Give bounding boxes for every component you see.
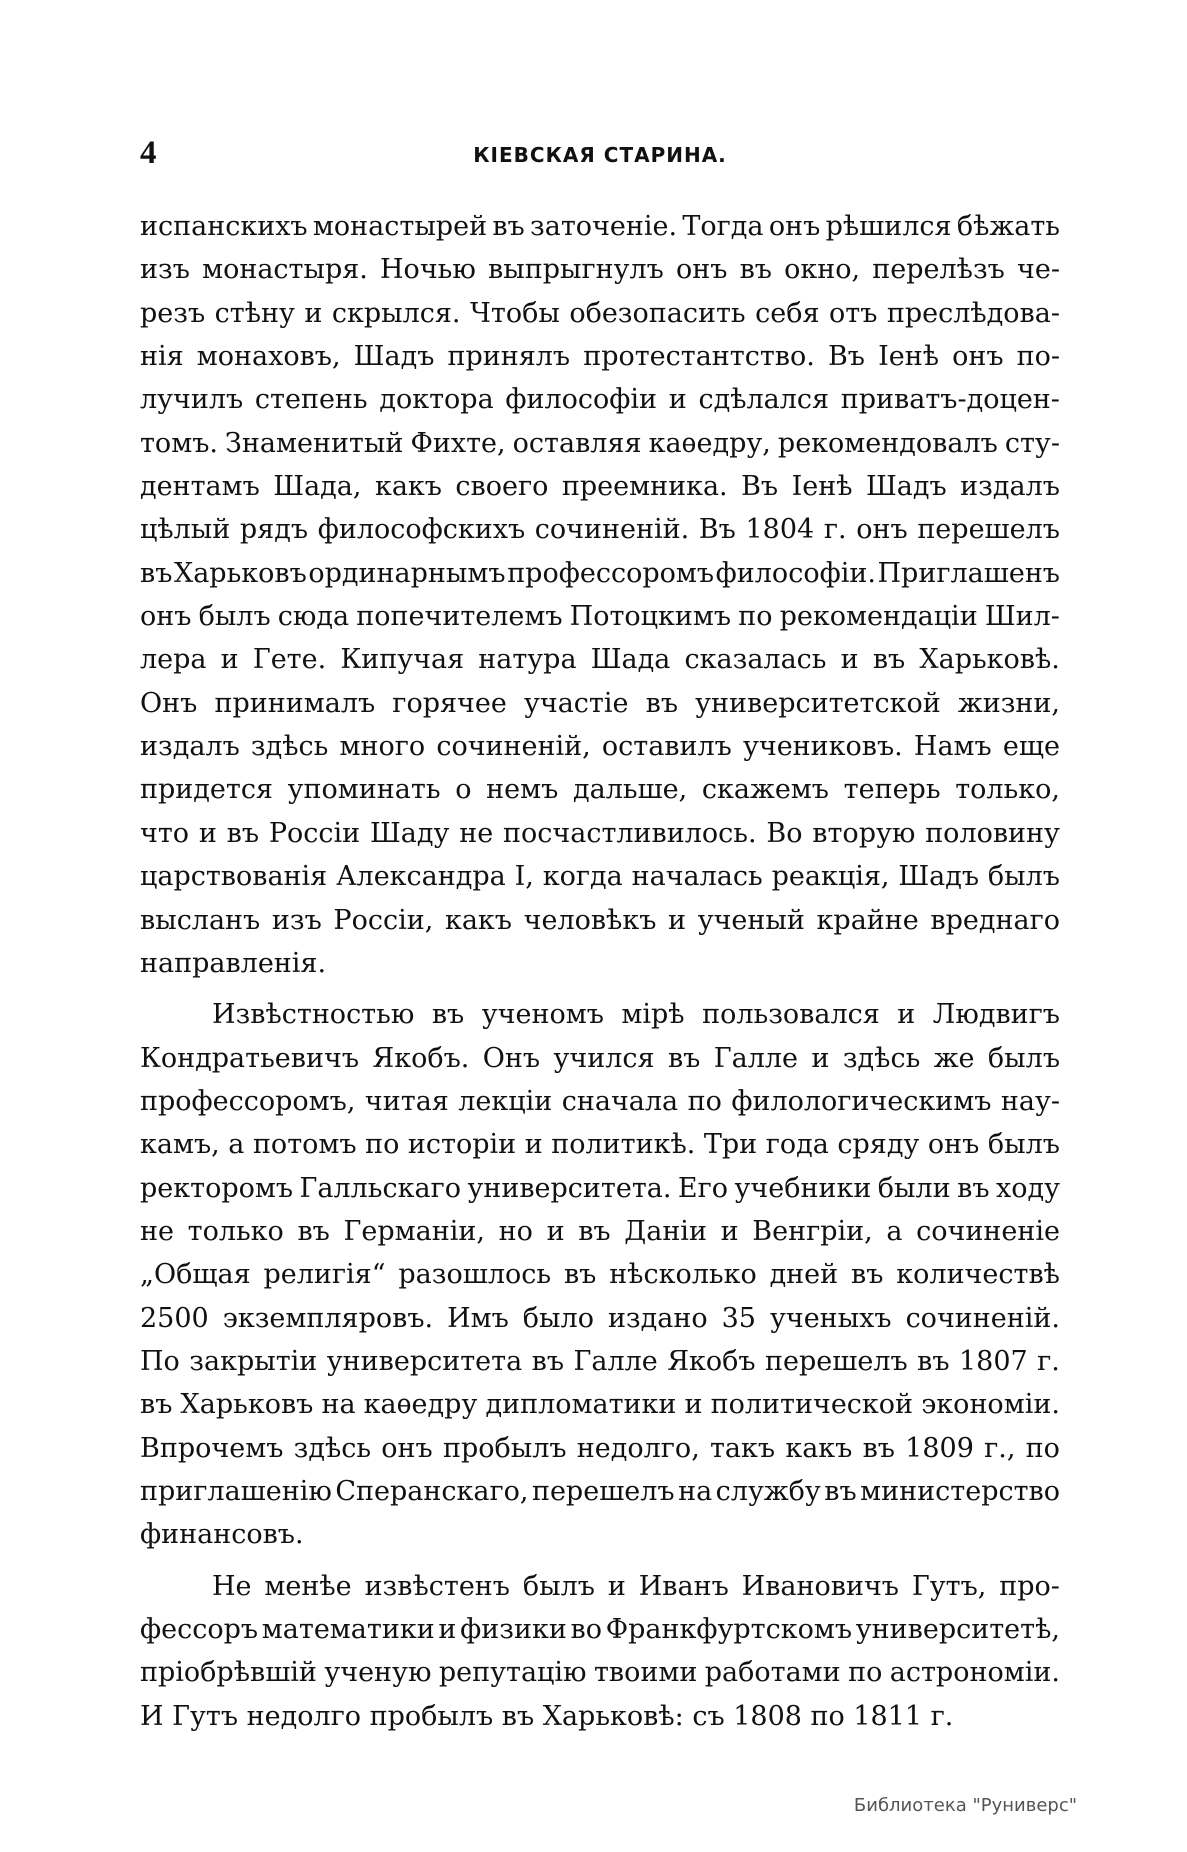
page-number: 4	[140, 135, 157, 171]
library-watermark: Библиотека "Руниверс"	[853, 1795, 1077, 1816]
text-line: резъ стѣну и скрылся. Чтобы обезопасить себя отъ преслѣдова-	[140, 297, 1060, 329]
text-line: приглашенію Сперанскаго, перешелъ на службу въ министерство	[140, 1475, 1060, 1507]
text-line: финансовъ.	[140, 1519, 304, 1551]
text-line: изъ монастыря. Ночью выпрыгнулъ онъ въ окно, перелѣзъ че-	[140, 254, 1060, 286]
text-line: лучилъ степень доктора философіи и сдѣлался приватъ-доцен-	[140, 384, 1060, 416]
text-line: издалъ здѣсь много сочиненій, оставилъ учениковъ. Намъ еще	[140, 731, 1060, 763]
text-line: направленія.	[140, 947, 327, 979]
text-line: Впрочемъ здѣсь онъ пробылъ недолго, такъ какъ въ 1809 г., по	[140, 1432, 1060, 1464]
text-line: Онъ принималъ горячее участіе въ университетской жизни,	[140, 687, 1060, 719]
body-text	[140, 205, 1060, 1738]
text-line: высланъ изъ Россіи, какъ человѣкъ и ученый крайне вреднаго	[140, 904, 1060, 936]
text-line: въ Харьковъ ординарнымъ профессоромъ философіи. Приглашенъ	[140, 557, 1060, 589]
text-line: Извѣстностью въ ученомъ мірѣ пользовался и Людвигъ	[212, 999, 1060, 1031]
text-line: ректоромъ Галльскаго университета. Его учебники были въ ходу	[140, 1172, 1060, 1204]
text-line: нія монаховъ, Шадъ принялъ протестантство. Въ Іенѣ онъ по-	[140, 341, 1060, 373]
text-line: томъ. Знаменитый Фихте, оставляя каѳедру, рекомендовалъ сту-	[140, 427, 1060, 459]
text-line: въ Харьковъ на каѳедру дипломатики и политической экономіи.	[140, 1389, 1060, 1421]
text-line: цѣлый рядъ философскихъ сочиненій. Въ 1804 г. онъ перешелъ	[140, 514, 1060, 546]
text-line: фессоръ математики и физики во Франкфуртскомъ университетѣ,	[140, 1614, 1060, 1645]
text-line: „Общая религія“ разошлось въ нѣсколько дней въ количествѣ	[140, 1259, 1060, 1291]
text-line: не только въ Германіи, но и въ Даніи и Венгріи, а сочиненіе	[140, 1215, 1060, 1247]
text-line: Не менѣе извѣстенъ былъ и Иванъ Ивановичъ Гутъ, про-	[212, 1570, 1060, 1602]
text-line: 2500 экземпляровъ. Имъ было издано 35 ученыхъ сочиненій.	[140, 1302, 1060, 1334]
text-line: испанскихъ монастырей въ заточеніе. Тогда онъ рѣшился бѣжать	[140, 211, 1060, 242]
running-head: КІЕВСКАЯ СТАРИНА.	[473, 143, 727, 167]
text-line: Кондратьевичъ Якобъ. Онъ учился въ Галле и здѣсь же былъ	[140, 1042, 1060, 1074]
text-line: что и въ Россіи Шаду не посчастливилось. Во вторую половину	[140, 817, 1060, 849]
text-line: пріобрѣвшій ученую репутацію твоими работами по астрономіи.	[140, 1657, 1060, 1689]
text-line: камъ, а потомъ по исторіи и политикѣ. Три года сряду онъ былъ	[140, 1129, 1060, 1161]
text-line: придется упоминать о немъ дальше, скажемъ теперь только,	[140, 774, 1060, 806]
text-line: онъ былъ сюда попечителемъ Потоцкимъ по рекомендаціи Шил-	[140, 601, 1060, 633]
text-line: И Гутъ недолго пробылъ въ Харьковѣ: съ 1808 по 1811 г.	[140, 1700, 954, 1732]
text-line: дентамъ Шада, какъ своего преемника. Въ Іенѣ Шадъ издалъ	[140, 471, 1060, 503]
page-header	[140, 135, 1060, 175]
text-line: царствованія Александра I, когда началась реакція, Шадъ былъ	[140, 861, 1060, 893]
text-line: лера и Гете. Кипучая натура Шада сказалась и въ Харьковѣ.	[140, 644, 1060, 676]
text-line: профессоромъ, читая лекціи сначала по филологическимъ нау-	[140, 1085, 1060, 1117]
text-line: По закрытіи университета въ Галле Якобъ перешелъ въ 1807 г.	[140, 1345, 1060, 1377]
